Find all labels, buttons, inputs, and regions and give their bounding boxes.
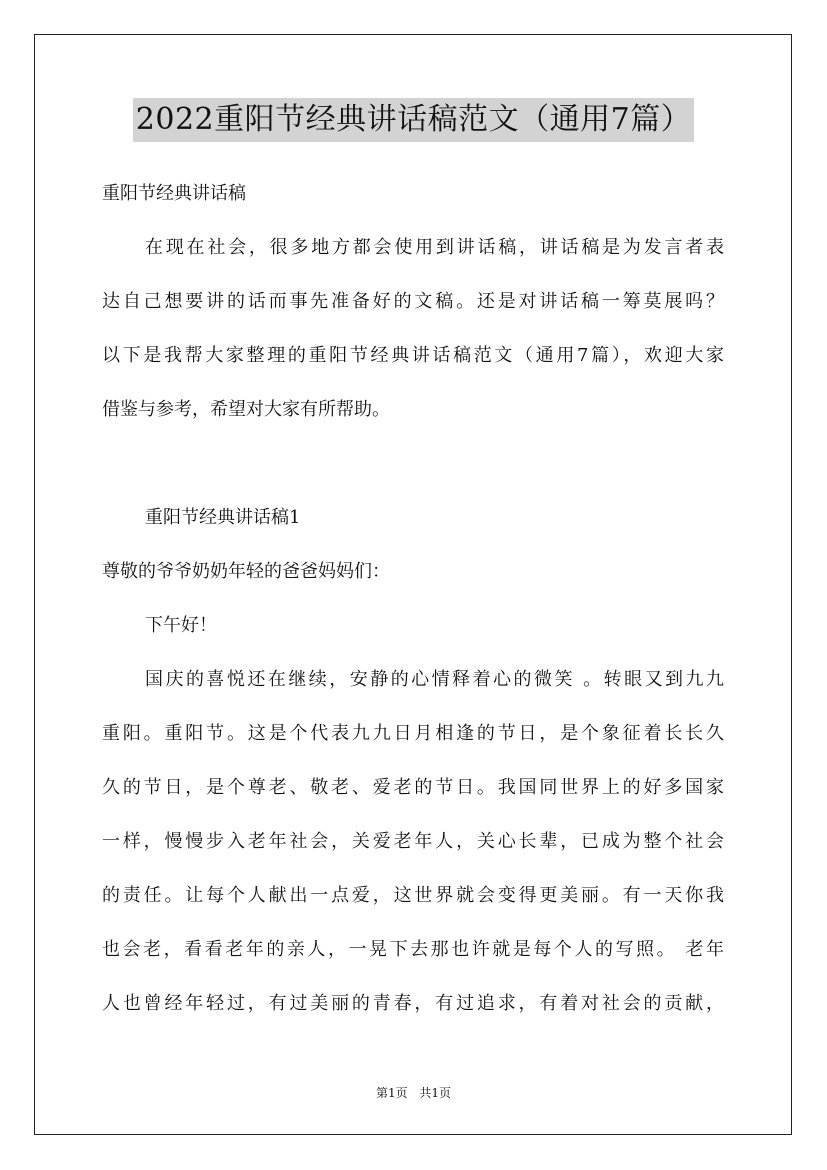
body-line-3: 久的节日，是个尊老、敬老、爱老的节日。我国同世界上的好多国家 bbox=[102, 777, 724, 798]
body-line-1: 国庆的喜悦还在继续，安静的心情释着心的微笑 。转眼又到九九 bbox=[145, 669, 724, 690]
greeting: 下午好！ bbox=[145, 615, 217, 636]
page-number: 第1页 bbox=[375, 1086, 408, 1100]
intro-line-3: 以下是我帮大家整理的重阳节经典讲话稿范文（通用7篇），欢迎大家 bbox=[102, 345, 724, 366]
body-line-7: 人也曾经年轻过，有过美丽的青春，有过追求，有着对社会的贡献， bbox=[102, 993, 724, 1014]
section-heading: 重阳节经典讲话稿1 bbox=[145, 507, 301, 528]
document-title: 2022重阳节经典讲话稿范文（通用7篇） bbox=[133, 98, 694, 142]
body-line-4: 一样，慢慢步入老年社会，关爱老年人，关心长辈，已成为整个社会 bbox=[102, 831, 724, 852]
body-line-6: 也会老，看看老年的亲人，一晃下去那也许就是每个人的写照。 老年 bbox=[102, 939, 724, 960]
page-footer bbox=[0, 1084, 827, 1101]
intro-line-1: 在现在社会，很多地方都会使用到讲话稿，讲话稿是为发言者表 bbox=[145, 237, 724, 258]
salutation: 尊敬的爷爷奶奶年轻的爸爸妈妈们： bbox=[102, 561, 390, 582]
document-heading: 重阳节经典讲话稿 bbox=[102, 183, 246, 204]
body-line-5: 的责任。让每个人献出一点爱，这世界就会变得更美丽。有一天你我 bbox=[102, 885, 724, 906]
page-total: 共1页 bbox=[419, 1086, 452, 1100]
intro-line-4: 借鉴与参考，希望对大家有所帮助。 bbox=[102, 399, 390, 420]
body-line-2: 重阳。重阳节。这是个代表九九日月相逢的节日，是个象征着长长久 bbox=[102, 723, 724, 744]
intro-line-2: 达自己想要讲的话而事先准备好的文稿。还是对讲话稿一筹莫展吗？ bbox=[102, 291, 724, 312]
title-container bbox=[0, 98, 827, 142]
